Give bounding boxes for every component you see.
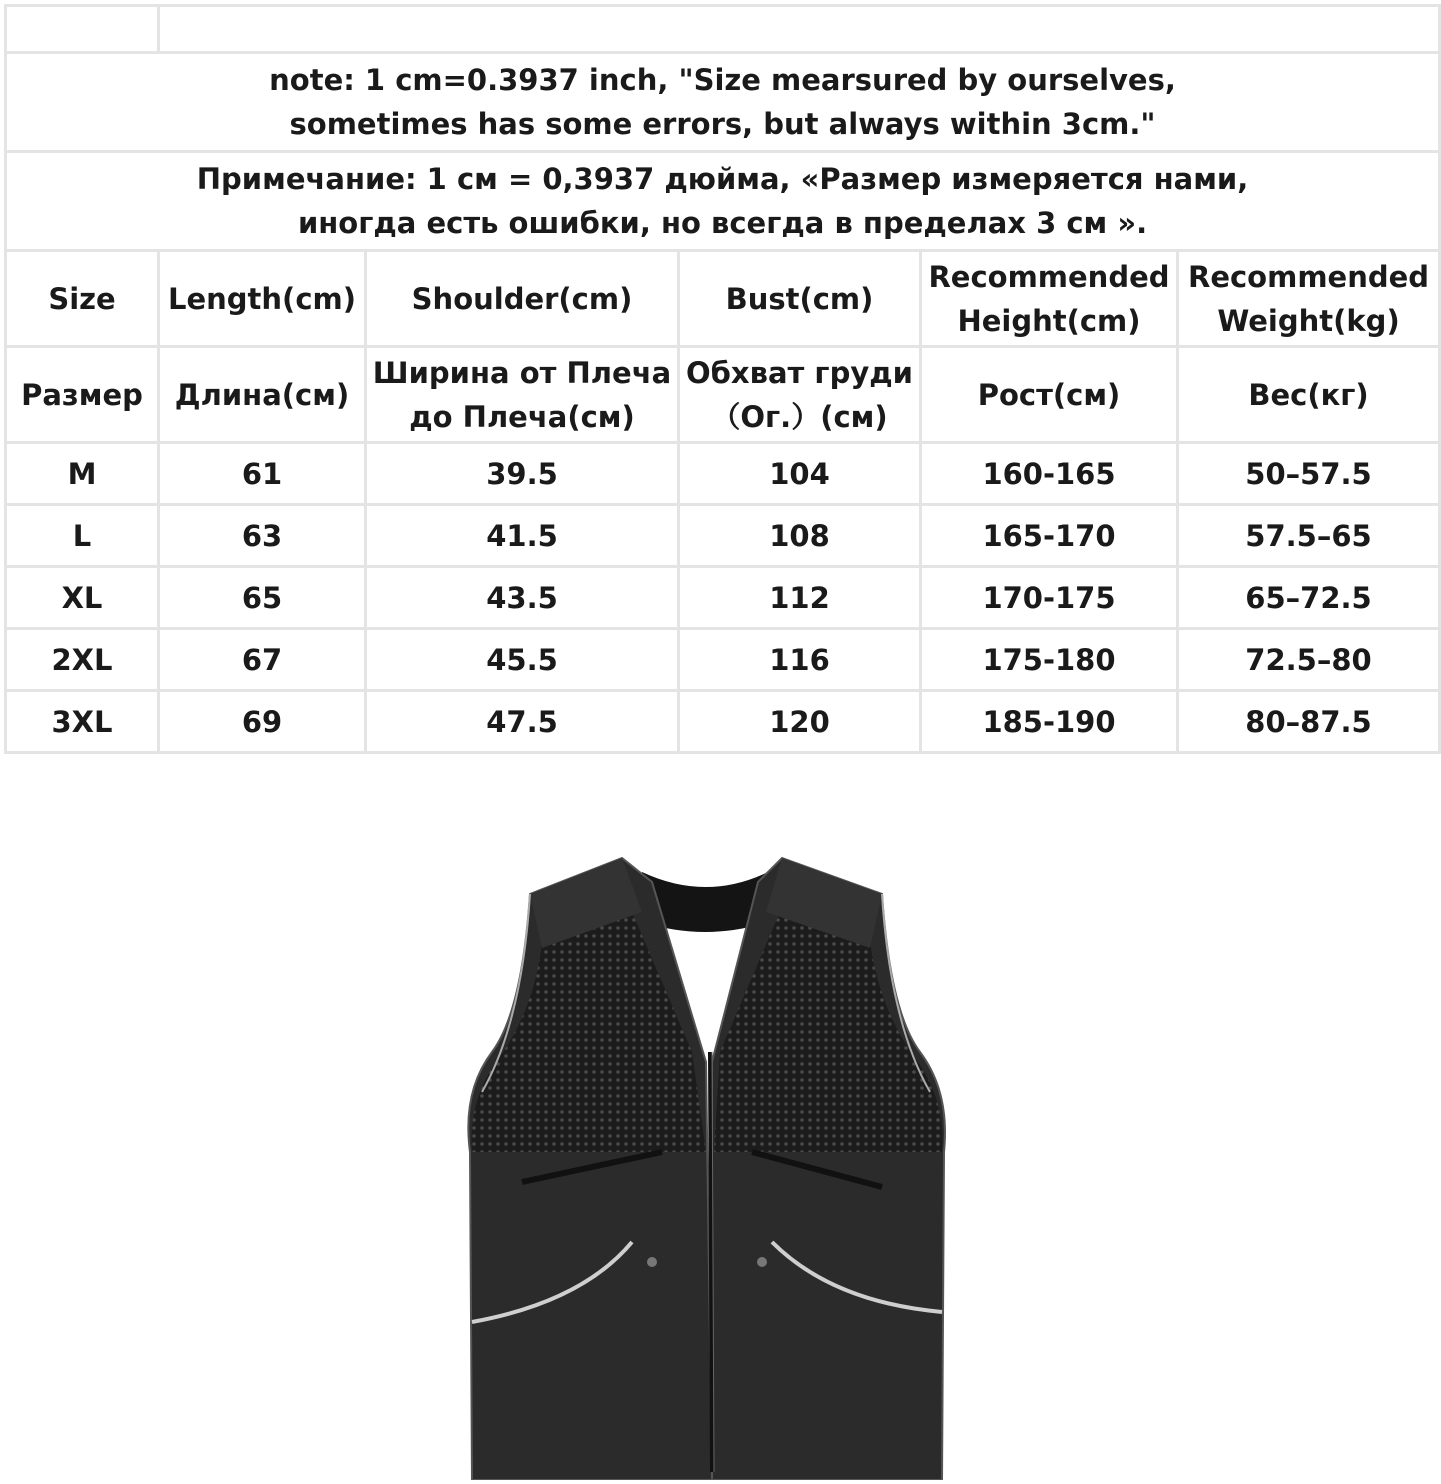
cell-shoulder: 47.5 (366, 691, 679, 753)
cell-weight: 65–72.5 (1178, 567, 1440, 629)
header-height-ru: Рост(см) (921, 347, 1178, 443)
header-weight-line: Recommended (1187, 259, 1430, 294)
note-russian-line: Примечание: 1 см = 0,3937 дюйма, «Размер измеряется нами, (196, 162, 1249, 196)
note-english-row (6, 53, 1440, 152)
cell-weight: 72.5–80 (1178, 629, 1440, 691)
cell-height: 185-190 (921, 691, 1178, 753)
header-weight-line: Weight(kg) (1217, 303, 1400, 338)
cell-bust: 112 (679, 567, 921, 629)
cell-weight: 80–87.5 (1178, 691, 1440, 753)
header-bust-ru (679, 347, 921, 443)
cell-size: 2XL (6, 629, 159, 691)
note-russian-line: иногда есть ошибки, но всегда в пределах 3 см ». (297, 206, 1148, 240)
note-russian-row (6, 152, 1440, 251)
table-row (6, 691, 1440, 753)
table-row (6, 567, 1440, 629)
header-row-english (6, 251, 1440, 347)
header-length-ru: Длина(см) (159, 347, 366, 443)
header-shoulder-ru-line: Ширина от Плеча (372, 355, 672, 390)
empty-top-row (6, 6, 1440, 53)
note-english-line: note: 1 cm=0.3937 inch, "Size mearsured by ourselves, (269, 63, 1176, 97)
cell-weight: 50–57.5 (1178, 443, 1440, 505)
size-chart-table (4, 4, 1441, 754)
vest-illustration (462, 852, 950, 1480)
cell-bust: 120 (679, 691, 921, 753)
cell-shoulder: 41.5 (366, 505, 679, 567)
cell-height: 170-175 (921, 567, 1178, 629)
cell-bust: 104 (679, 443, 921, 505)
cell-height: 160-165 (921, 443, 1178, 505)
header-length: Length(cm) (159, 251, 366, 347)
vest-product-image (462, 852, 950, 1480)
cell-length: 61 (159, 443, 366, 505)
header-weight-ru: Вес(кг) (1178, 347, 1440, 443)
empty-cell (6, 6, 159, 53)
header-height-line: Recommended (928, 259, 1170, 294)
cell-shoulder: 45.5 (366, 629, 679, 691)
header-height (921, 251, 1178, 347)
cell-length: 67 (159, 629, 366, 691)
header-shoulder-ru (366, 347, 679, 443)
cell-length: 63 (159, 505, 366, 567)
table-row (6, 629, 1440, 691)
note-english-line: sometimes has some errors, but always within 3cm." (289, 107, 1156, 141)
cell-length: 69 (159, 691, 366, 753)
note-english (6, 53, 1440, 152)
empty-cell (159, 6, 1440, 53)
cell-height: 165-170 (921, 505, 1178, 567)
header-bust-ru-line: （Ог.）(см) (711, 399, 888, 434)
table-row (6, 443, 1440, 505)
table-row (6, 505, 1440, 567)
note-russian (6, 152, 1440, 251)
header-height-line: Height(cm) (957, 303, 1141, 338)
cell-length: 65 (159, 567, 366, 629)
header-row-russian (6, 347, 1440, 443)
cell-size: XL (6, 567, 159, 629)
cell-bust: 108 (679, 505, 921, 567)
header-shoulder: Shoulder(cm) (366, 251, 679, 347)
header-bust: Bust(cm) (679, 251, 921, 347)
header-weight (1178, 251, 1440, 347)
cell-size: L (6, 505, 159, 567)
header-size-ru: Размер (6, 347, 159, 443)
header-bust-ru-line: Обхват груди (686, 355, 913, 390)
cell-bust: 116 (679, 629, 921, 691)
cell-size: 3XL (6, 691, 159, 753)
header-size: Size (6, 251, 159, 347)
cell-height: 175-180 (921, 629, 1178, 691)
header-shoulder-ru-line: до Плеча(см) (409, 399, 635, 434)
cell-weight: 57.5–65 (1178, 505, 1440, 567)
cell-shoulder: 39.5 (366, 443, 679, 505)
cell-shoulder: 43.5 (366, 567, 679, 629)
cell-size: M (6, 443, 159, 505)
